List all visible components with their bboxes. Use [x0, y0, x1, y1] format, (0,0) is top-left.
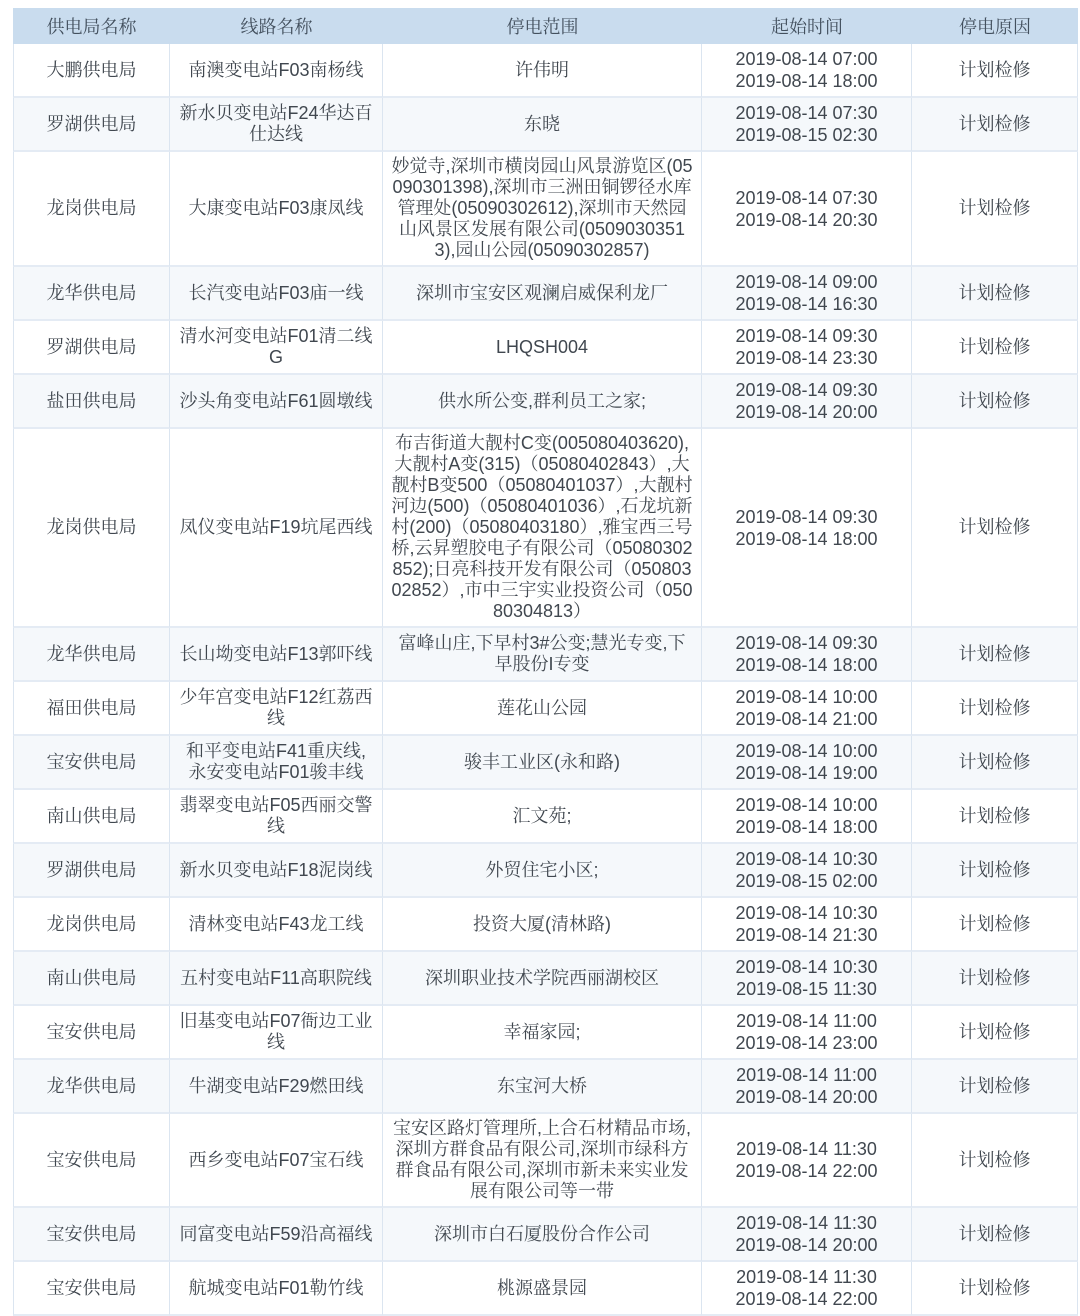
- cell-bureau: 宝安供电局: [13, 1114, 170, 1208]
- cell-bureau: 南山供电局: [13, 790, 170, 844]
- cell-time: [702, 736, 912, 790]
- cell-scope: LHQSH004: [383, 321, 702, 375]
- end-time: 2019-08-14 21:00: [735, 709, 878, 729]
- cell-bureau: 宝安供电局: [13, 736, 170, 790]
- cell-time: [702, 682, 912, 736]
- cell-bureau: 罗湖供电局: [13, 98, 170, 152]
- start-time: 2019-08-14 09:30: [735, 380, 878, 400]
- col-header-scope: 停电范围: [383, 8, 702, 44]
- outage-table: [13, 8, 1078, 1316]
- end-time: 2019-08-14 20:00: [735, 1235, 878, 1255]
- start-time: 2019-08-14 10:00: [735, 741, 878, 761]
- cell-scope: 许伟明: [383, 44, 702, 98]
- cell-line: 清林变电站F43龙工线: [170, 898, 383, 952]
- table-body: [13, 44, 1078, 1316]
- cell-line: 同富变电站F59沿高福线: [170, 1208, 383, 1262]
- cell-reason: 计划检修: [912, 952, 1078, 1006]
- cell-time: [702, 790, 912, 844]
- end-time: 2019-08-14 23:00: [735, 1033, 878, 1053]
- cell-bureau: 罗湖供电局: [13, 844, 170, 898]
- end-time: 2019-08-14 22:00: [735, 1161, 878, 1181]
- end-time: 2019-08-14 16:30: [735, 294, 878, 314]
- table-row: [13, 429, 1078, 628]
- start-time: 2019-08-14 10:00: [735, 687, 878, 707]
- cell-scope: 幸福家园;: [383, 1006, 702, 1060]
- start-time: 2019-08-14 09:00: [735, 272, 878, 292]
- end-time: 2019-08-15 02:30: [735, 125, 878, 145]
- cell-line: 少年宫变电站F12红荔西线: [170, 682, 383, 736]
- cell-reason: 计划检修: [912, 98, 1078, 152]
- cell-line: 五村变电站F11高职院线: [170, 952, 383, 1006]
- cell-bureau: 宝安供电局: [13, 1006, 170, 1060]
- cell-line: 长汽变电站F03庙一线: [170, 267, 383, 321]
- cell-time: [702, 1006, 912, 1060]
- cell-bureau: 宝安供电局: [13, 1262, 170, 1316]
- start-time: 2019-08-14 10:30: [735, 849, 878, 869]
- end-time: 2019-08-14 23:30: [735, 348, 878, 368]
- cell-scope: 外贸住宅小区;: [383, 844, 702, 898]
- cell-scope: 富峰山庄,下早村3#公变;慧光专变,下早股份I专变: [383, 628, 702, 682]
- table-row: [13, 1208, 1078, 1262]
- cell-bureau: 盐田供电局: [13, 375, 170, 429]
- cell-reason: 计划检修: [912, 1114, 1078, 1208]
- cell-bureau: 龙华供电局: [13, 267, 170, 321]
- cell-reason: 计划检修: [912, 375, 1078, 429]
- table-row: [13, 682, 1078, 736]
- cell-scope: 汇文苑;: [383, 790, 702, 844]
- cell-bureau: 大鹏供电局: [13, 44, 170, 98]
- table-row: [13, 898, 1078, 952]
- cell-bureau: 南山供电局: [13, 952, 170, 1006]
- start-time: 2019-08-14 11:30: [736, 1139, 877, 1159]
- end-time: 2019-08-14 18:00: [735, 655, 878, 675]
- table-row: [13, 152, 1078, 267]
- col-header-bureau: 供电局名称: [13, 8, 170, 44]
- cell-time: [702, 44, 912, 98]
- end-time: 2019-08-14 18:00: [735, 817, 878, 837]
- cell-reason: 计划检修: [912, 429, 1078, 628]
- end-time: 2019-08-14 21:30: [735, 925, 878, 945]
- cell-line: 清水河变电站F01清二线G: [170, 321, 383, 375]
- table-row: [13, 790, 1078, 844]
- table-row: [13, 98, 1078, 152]
- cell-reason: 计划检修: [912, 1208, 1078, 1262]
- cell-line: 翡翠变电站F05西丽交警线: [170, 790, 383, 844]
- end-time: 2019-08-14 18:00: [735, 528, 878, 549]
- table-row: [13, 1060, 1078, 1114]
- table-row: [13, 321, 1078, 375]
- cell-reason: 计划检修: [912, 682, 1078, 736]
- cell-scope: 东宝河大桥: [383, 1060, 702, 1114]
- end-time: 2019-08-15 02:00: [735, 871, 878, 891]
- cell-scope: 深圳职业技术学院西丽湖校区: [383, 952, 702, 1006]
- cell-reason: 计划检修: [912, 790, 1078, 844]
- table-row: [13, 44, 1078, 98]
- cell-time: [702, 1208, 912, 1262]
- cell-time: [702, 429, 912, 628]
- cell-reason: 计划检修: [912, 1006, 1078, 1060]
- cell-bureau: 龙岗供电局: [13, 152, 170, 267]
- cell-bureau: 罗湖供电局: [13, 321, 170, 375]
- cell-time: [702, 844, 912, 898]
- cell-line: 和平变电站F41重庆线,永安变电站F01骏丰线: [170, 736, 383, 790]
- cell-time: [702, 267, 912, 321]
- cell-time: [702, 1114, 912, 1208]
- cell-reason: 计划检修: [912, 1060, 1078, 1114]
- table-row: [13, 1262, 1078, 1316]
- start-time: 2019-08-14 11:30: [736, 1267, 877, 1287]
- table-row: [13, 375, 1078, 429]
- cell-scope: 供水所公变,群利员工之家;: [383, 375, 702, 429]
- start-time: 2019-08-14 09:30: [735, 326, 878, 346]
- start-time: 2019-08-14 09:30: [735, 506, 878, 527]
- cell-scope: 深圳市白石厦股份合作公司: [383, 1208, 702, 1262]
- cell-line: 新水贝变电站F18泥岗线: [170, 844, 383, 898]
- cell-time: [702, 1060, 912, 1114]
- cell-reason: 计划检修: [912, 152, 1078, 267]
- cell-time: [702, 152, 912, 267]
- cell-line: 大康变电站F03康凤线: [170, 152, 383, 267]
- cell-line: 南澳变电站F03南杨线: [170, 44, 383, 98]
- end-time: 2019-08-14 20:00: [735, 402, 878, 422]
- start-time: 2019-08-14 10:30: [735, 957, 878, 977]
- end-time: 2019-08-14 20:00: [735, 1087, 878, 1107]
- cell-reason: 计划检修: [912, 898, 1078, 952]
- table-row: [13, 1114, 1078, 1208]
- start-time: 2019-08-14 07:30: [735, 103, 878, 123]
- cell-bureau: 龙华供电局: [13, 628, 170, 682]
- page: [0, 8, 1080, 1309]
- cell-bureau: 龙岗供电局: [13, 898, 170, 952]
- cell-line: 牛湖变电站F29燃田线: [170, 1060, 383, 1114]
- cell-bureau: 福田供电局: [13, 682, 170, 736]
- cell-time: [702, 375, 912, 429]
- cell-line: 凤仪变电站F19坑尾西线: [170, 429, 383, 628]
- start-time: 2019-08-14 11:30: [736, 1213, 877, 1233]
- cell-bureau: 龙岗供电局: [13, 429, 170, 628]
- cell-scope: 妙觉寺,深圳市横岗园山风景游览区(05090301398),深圳市三洲田铜锣径水库管理处(05090302612),深圳市天然园山风景区发展有限公司(05090303513),园山公园(05090302857): [383, 152, 702, 267]
- start-time: 2019-08-14 11:00: [736, 1065, 877, 1085]
- cell-scope: 深圳市宝安区观澜启威保利龙厂: [383, 267, 702, 321]
- cell-line: 航城变电站F01勒竹线: [170, 1262, 383, 1316]
- cell-scope: 宝安区路灯管理所,上合石材精品市场,深圳方群食品有限公司,深圳市绿科方群食品有限公司,深圳市新未来实业发展有限公司等一带: [383, 1114, 702, 1208]
- end-time: 2019-08-14 18:00: [735, 71, 878, 91]
- start-time: 2019-08-14 07:00: [735, 49, 878, 69]
- cell-line: 西乡变电站F07宝石线: [170, 1114, 383, 1208]
- cell-line: 沙头角变电站F61圆墩线: [170, 375, 383, 429]
- cell-reason: 计划检修: [912, 321, 1078, 375]
- table-row: [13, 1006, 1078, 1060]
- cell-reason: 计划检修: [912, 44, 1078, 98]
- cell-line: 旧基变电站F07衙边工业线: [170, 1006, 383, 1060]
- start-time: 2019-08-14 10:00: [735, 795, 878, 815]
- cell-scope: 东晓: [383, 98, 702, 152]
- cell-scope: 骏丰工业区(永和路): [383, 736, 702, 790]
- cell-reason: 计划检修: [912, 844, 1078, 898]
- cell-reason: 计划检修: [912, 628, 1078, 682]
- start-time: 2019-08-14 07:30: [735, 187, 878, 208]
- cell-time: [702, 1262, 912, 1316]
- cell-line: 新水贝变电站F24华达百仕达线: [170, 98, 383, 152]
- cell-bureau: 宝安供电局: [13, 1208, 170, 1262]
- end-time: 2019-08-14 22:00: [735, 1289, 878, 1309]
- end-time: 2019-08-14 20:30: [735, 209, 878, 230]
- table-header-row: [13, 8, 1078, 44]
- start-time: 2019-08-14 11:00: [736, 1011, 877, 1031]
- col-header-start-time: 起始时间: [702, 8, 912, 44]
- cell-time: [702, 98, 912, 152]
- cell-reason: 计划检修: [912, 267, 1078, 321]
- cell-scope: 投资大厦(清林路): [383, 898, 702, 952]
- cell-scope: 桃源盛景园: [383, 1262, 702, 1316]
- table-row: [13, 844, 1078, 898]
- start-time: 2019-08-14 09:30: [735, 633, 878, 653]
- cell-reason: 计划检修: [912, 1262, 1078, 1316]
- cell-scope: 莲花山公园: [383, 682, 702, 736]
- cell-time: [702, 952, 912, 1006]
- cell-scope: 布吉街道大靓村C变(005080403620),大靓村A变(315)（05080402843）,大靓村B变500（05080401037）,大靓村河边(500)（05080401036）,石龙坑新村(200)（05080403180）,雅宝西三号桥,云昇塑胶电子有限公司（05080302852);日亮科技开发有限公司（05080302852）,市中三宇实业投资公司（05080304813）: [383, 429, 702, 628]
- cell-bureau: 龙华供电局: [13, 1060, 170, 1114]
- table-row: [13, 952, 1078, 1006]
- cell-time: [702, 321, 912, 375]
- cell-time: [702, 628, 912, 682]
- cell-time: [702, 898, 912, 952]
- cell-reason: 计划检修: [912, 736, 1078, 790]
- table-row: [13, 736, 1078, 790]
- start-time: 2019-08-14 10:30: [735, 903, 878, 923]
- col-header-line: 线路名称: [170, 8, 383, 44]
- end-time: 2019-08-15 11:30: [736, 979, 877, 999]
- table-row: [13, 628, 1078, 682]
- end-time: 2019-08-14 19:00: [735, 763, 878, 783]
- table-row: [13, 267, 1078, 321]
- col-header-reason: 停电原因: [912, 8, 1078, 44]
- cell-line: 长山坳变电站F13郭吓线: [170, 628, 383, 682]
